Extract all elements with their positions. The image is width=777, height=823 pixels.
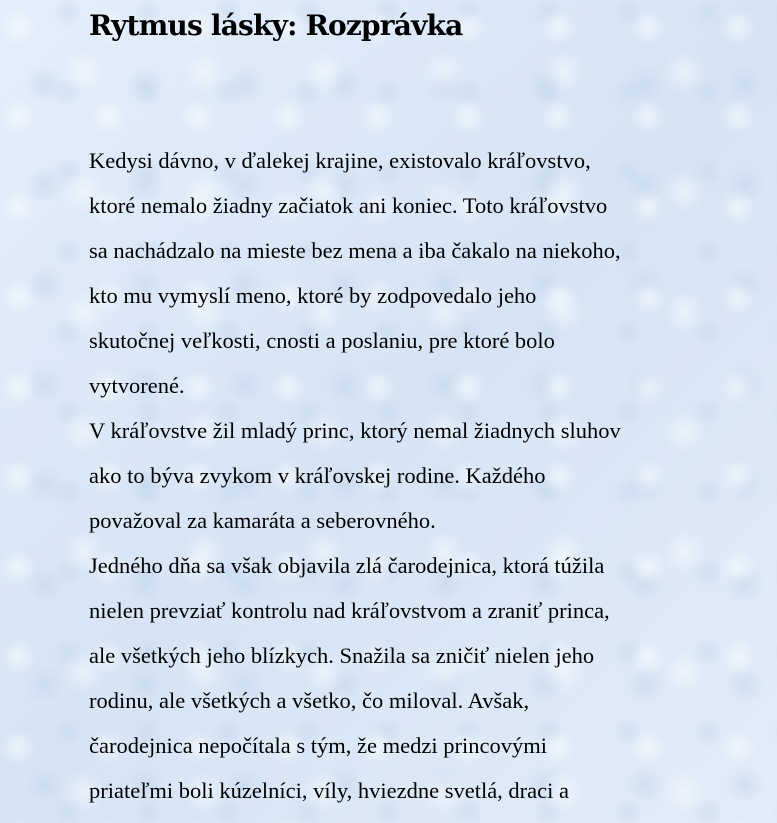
text-line: kto mu vymyslí meno, ktoré by zodpovedalo jeho <box>89 283 537 308</box>
text-line: rodinu, ale všetkých a všetko, čo miloval. Avšak, <box>89 688 530 713</box>
text-line: vytvorené. <box>89 373 185 398</box>
paragraph-2 <box>89 408 729 543</box>
text-line: ale všetkých jeho blízkych. Snažila sa zničiť nielen jeho <box>89 643 595 668</box>
document-body <box>89 138 729 813</box>
text-line: Kedysi dávno, v ďalekej krajine, existovalo kráľovstvo, <box>89 148 591 173</box>
text-line: čarodejnica nepočítala s tým, že medzi princovými <box>89 733 547 758</box>
text-line: V kráľovstve žil mladý princ, ktorý nemal žiadnych sluhov <box>89 418 621 443</box>
text-line: priateľmi boli kúzelníci, víly, hviezdne svetlá, draci a <box>89 778 570 803</box>
document-page <box>89 6 729 813</box>
text-line: Jedného dňa sa však objavila zlá čarodejnica, ktorá túžila <box>89 553 605 578</box>
document-title: Rytmus lásky: Rozprávka <box>89 9 463 42</box>
text-line: nielen prevziať kontrolu nad kráľovstvom a zraniť princa, <box>89 598 610 623</box>
paragraph-1 <box>89 138 729 408</box>
text-line: sa nachádzalo na mieste bez mena a iba čakalo na niekoho, <box>89 238 621 263</box>
paragraph-3 <box>89 543 729 813</box>
text-line: skutočnej veľkosti, cnosti a poslaniu, pre ktoré bolo <box>89 328 555 353</box>
text-line: ktoré nemalo žiadny začiatok ani koniec. Toto kráľovstvo <box>89 193 608 218</box>
text-line: ako to býva zvykom v kráľovskej rodine. Každého <box>89 463 546 488</box>
text-line: považoval za kamaráta a seberovného. <box>89 508 436 533</box>
